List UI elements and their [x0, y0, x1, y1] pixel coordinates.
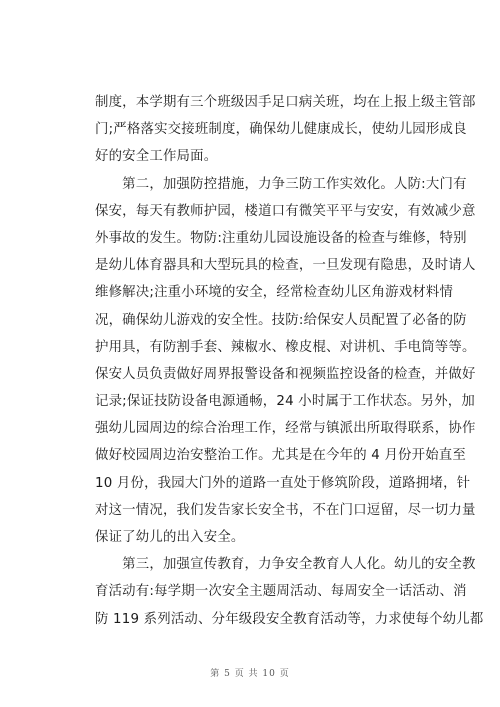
text-line: 强幼儿园周边的综合治理工作，经常与镇派出所取得联系，协作 — [95, 421, 476, 437]
text-line: 对这一情况，我们发告家长安全书，不在门口逗留，尽一切力量 — [95, 502, 476, 518]
text-line: 第三，加强宣传教育，力争安全教育人人化。幼儿的安全教 — [95, 557, 476, 573]
text-line: 保证了幼儿的出入安全。 — [95, 530, 245, 545]
document-body — [95, 89, 484, 633]
text-line: 是幼儿体育器具和大型玩具的检查，一旦发现有隐患，及时请人 — [95, 258, 476, 274]
text-line: 10 月份，我园大门外的道路一直处于修筑阶段，道路拥堵，针 — [95, 475, 471, 491]
text-line: 好的安全工作局面。 — [95, 149, 218, 165]
text-line: 制度，本学期有三个班级因手足口病关班，均在上报上级主管部 — [95, 95, 476, 110]
text-line: 保安人员负责做好周界报警设备和视频监控设备的检查，并做好 — [95, 366, 476, 382]
text-line: 记录;保证技防设备电源通畅，24 小时属于工作状态。另外，加 — [95, 394, 475, 410]
text-line: 第二，加强防控措施，力争三防工作实效化。人防:大门有 — [95, 176, 467, 192]
text-line: 做好校园周边治安整治工作。尤其是在今年的 4 月份开始直至 — [95, 448, 466, 464]
text-line: 维修解决;注重小环境的安全，经常检查幼儿区角游戏材料情 — [95, 285, 454, 301]
text-line: 门;严格落实交接班制度，确保幼儿健康成长，使幼儿园形成良 — [95, 122, 467, 138]
text-line: 况，确保幼儿游戏的安全性。技防:给保安人员配置了必备的防 — [95, 312, 467, 328]
text-line: 育活动有:每学期一次安全主题周活动、每周安全一话活动、消 — [95, 584, 467, 600]
text-line: 防 119 系列活动、分年级段安全教育活动等，力求使每个幼儿都 — [95, 611, 484, 627]
text-line: 保安，每天有教师护园，楼道口有微笑平平与安安，有效减少意 — [95, 203, 476, 219]
page-number: 第 5 页 共 10 页 — [210, 669, 290, 679]
text-line: 护用具，有防割手套、辣椒水、橡皮棍、对讲机、手电筒等等。 — [95, 339, 476, 355]
text-line: 外事故的发生。物防:注重幼儿园设施设备的检查与维修，特别 — [95, 230, 467, 246]
